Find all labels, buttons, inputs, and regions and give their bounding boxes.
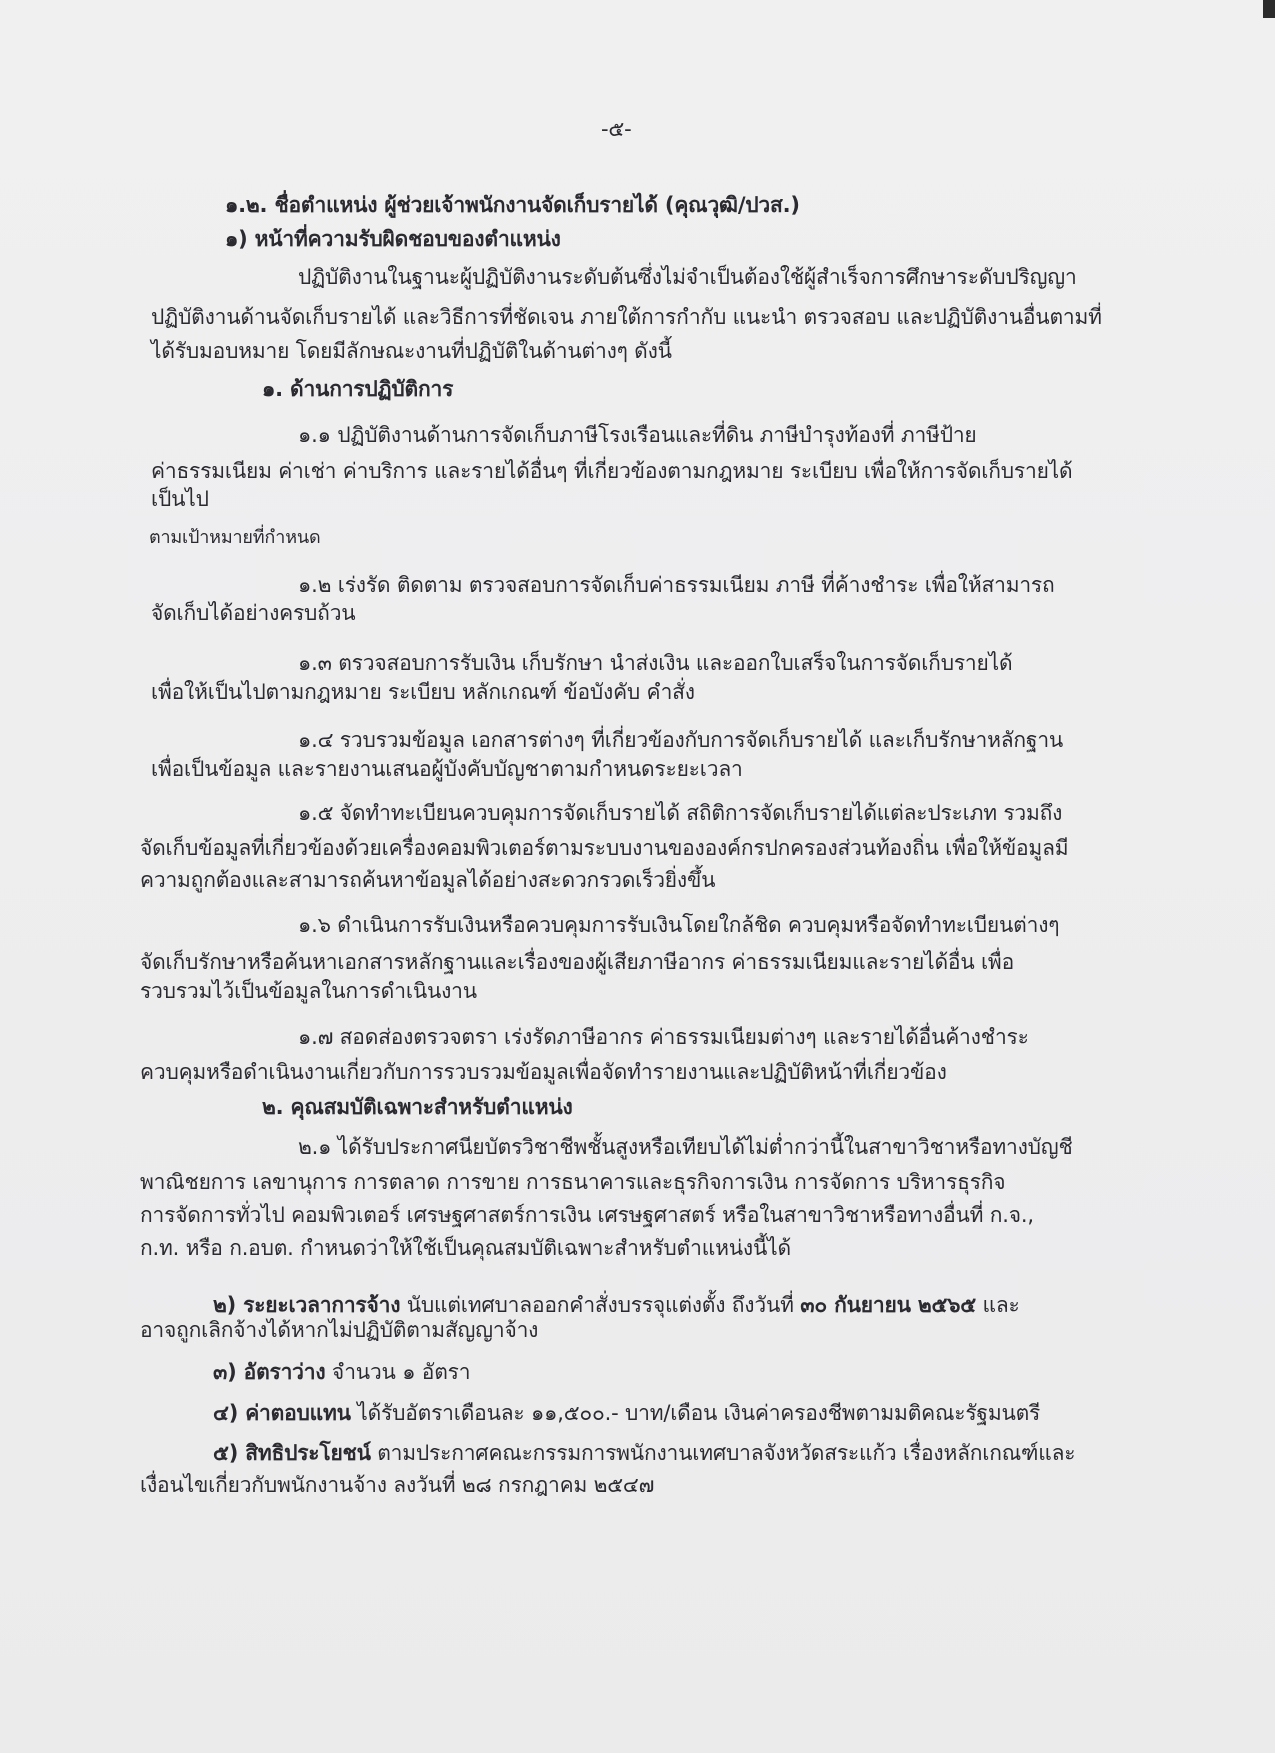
benefits-label: ๕) สิทธิประโยชน์	[213, 1441, 371, 1465]
item-2-1-line-1: ๒.๑ ได้รับประกาศนียบัตรวิชาชีพชั้นสูงหรือเทียบได้ไม่ต่ำกว่านี้ในสาขาวิชาหรือทางบัญชี	[298, 1135, 1073, 1159]
item-1-1-line-3: เป็นไป	[151, 487, 209, 511]
employment-term-line-2: อาจถูกเลิกจ้างได้หากไม่ปฏิบัติตามสัญญาจ้าง	[140, 1318, 539, 1342]
item-1-2-line-2: จัดเก็บได้อย่างครบถ้วน	[151, 601, 356, 625]
item-1-2-line-1: ๑.๒ เร่งรัด ติดตาม ตรวจสอบการจัดเก็บค่าธรรมเนียม ภาษี ที่ค้างชำระ เพื่อให้สามารถ	[298, 573, 1055, 597]
item-1-4-line-1: ๑.๔ รวบรวมข้อมูล เอกสารต่างๆ ที่เกี่ยวข้องกับการจัดเก็บรายได้ และเก็บรักษาหลักฐาน	[298, 728, 1064, 752]
item-1-7-line-2: ควบคุมหรือดำเนินงานเกี่ยวกับการรวบรวมข้อมูลเพื่อจัดทำรายงานและปฏิบัติหน้าที่เกี่ยวข้อง	[140, 1060, 947, 1084]
item-1-1-line-1: ๑.๑ ปฏิบัติงานด้านการจัดเก็บภาษีโรงเรือนและที่ดิน ภาษีบำรุงท้องที่ ภาษีป้าย	[298, 423, 977, 447]
compensation-text: ได้รับอัตราเดือนละ ๑๑,๕๐๐.- บาท/เดือน เงินค่าครองชีพตามมติคณะรัฐมนตรี	[350, 1401, 1041, 1425]
item-1-3-line-1: ๑.๓ ตรวจสอบการรับเงิน เก็บรักษา นำส่งเงิน และออกใบเสร็จในการจัดเก็บรายได้	[298, 651, 1013, 675]
page-number: -๕-	[601, 117, 632, 141]
item-1-5-line-3: ความถูกต้องและสามารถค้นหาข้อมูลได้อย่างสะดวกรวดเร็วยิ่งขึ้น	[140, 868, 716, 892]
item-1-1-line-2: ค่าธรรมเนียม ค่าเช่า ค่าบริการ และรายได้อื่นๆ ที่เกี่ยวข้องตามกฎหมาย ระเบียบ เพื่อให้การจัดเก็บรายได้	[151, 459, 1073, 483]
item-1-6-line-3: รวบรวมไว้เป็นข้อมูลในการดำเนินงาน	[140, 979, 477, 1003]
employment-term-label: ๒) ระยะเวลาการจ้าง	[213, 1293, 401, 1317]
employment-term-text: นับแต่เทศบาลออกคำสั่งบรรจุแต่งตั้ง ถึงวันที่	[400, 1293, 801, 1317]
item-2-1-line-3: การจัดการทั่วไป คอมพิวเตอร์ เศรษฐศาสตร์การเงิน เศรษฐศาสตร์ หรือในสาขาวิชาหรือทางอื่นที่ ก.จ.,	[140, 1203, 1034, 1227]
position-heading: ๑.๒. ชื่อตำแหน่ง ผู้ช่วยเจ้าพนักงานจัดเก็บรายได้ (คุณวุฒิ/ปวส.)	[225, 193, 800, 217]
section2-heading: ๒. คุณสมบัติเฉพาะสำหรับตำแหน่ง	[262, 1095, 573, 1119]
vacancy-label: ๓) อัตราว่าง	[213, 1360, 326, 1384]
item-2-1-line-2: พาณิชยการ เลขานุการ การตลาด การขาย การธนาคารและธุรกิจการเงิน การจัดการ บริหารธุรกิจ	[140, 1170, 1006, 1194]
item-1-6-line-2: จัดเก็บรักษาหรือค้นหาเอกสารหลักฐานและเรื่องของผู้เสียภาษีอากร ค่าธรรมเนียมและรายได้อื่น เพื่อ	[140, 950, 1014, 974]
vacancy-text: จำนวน ๑ อัตรา	[325, 1360, 471, 1384]
benefits-text: ตามประกาศคณะกรรมการพนักงานเทศบาลจังหวัดสระแก้ว เรื่องหลักเกณฑ์และ	[370, 1441, 1076, 1465]
intro-line-2: ปฏิบัติงานด้านจัดเก็บรายได้ และวิธีการที่ชัดเจน ภายใต้การกำกับ แนะนำ ตรวจสอบ และปฏิบัติงานอื่นตามที่	[151, 305, 1102, 329]
section1-heading: ๑. ด้านการปฏิบัติการ	[262, 377, 454, 401]
compensation-label: ๔) ค่าตอบแทน	[213, 1401, 351, 1425]
compensation-line	[213, 1398, 1040, 1428]
duties-heading: ๑) หน้าที่ความรับผิดชอบของตำแหน่ง	[225, 227, 561, 251]
vacancy-line	[213, 1357, 470, 1387]
employment-term-text-end: และ	[976, 1293, 1020, 1317]
item-1-3-line-2: เพื่อให้เป็นไปตามกฎหมาย ระเบียบ หลักเกณฑ์ ข้อบังคับ คำสั่ง	[151, 680, 695, 704]
item-2-1-line-4: ก.ท. หรือ ก.อบต. กำหนดว่าให้ใช้เป็นคุณสมบัติเฉพาะสำหรับตำแหน่งนี้ได้	[140, 1236, 791, 1260]
intro-line-3: ได้รับมอบหมาย โดยมีลักษณะงานที่ปฏิบัติในด้านต่างๆ ดังนี้	[151, 339, 672, 363]
item-1-4-line-2: เพื่อเป็นข้อมูล และรายงานเสนอผู้บังคับบัญชาตามกำหนดระยะเวลา	[151, 757, 743, 781]
item-1-5-line-2: จัดเก็บข้อมูลที่เกี่ยวข้องด้วยเครื่องคอมพิวเตอร์ตามระบบงานขององค์กรปกครองส่วนท้องถิ่น เพื่อให้ข้อมูลมี	[140, 836, 1069, 860]
employment-term-date: ๓๐ กันยายน ๒๕๖๕	[800, 1293, 977, 1317]
intro-line-1: ปฏิบัติงานในฐานะผู้ปฏิบัติงานระดับต้นซึ่งไม่จำเป็นต้องใช้ผู้สำเร็จการศึกษาระดับปริญญา	[298, 265, 1077, 289]
scan-edge-shadow	[1263, 0, 1275, 18]
item-1-5-line-1: ๑.๕ จัดทำทะเบียนควบคุมการจัดเก็บรายได้ สถิติการจัดเก็บรายได้แต่ละประเภท รวมถึง	[298, 801, 1063, 825]
item-1-6-line-1: ๑.๖ ดำเนินการรับเงินหรือควบคุมการรับเงินโดยใกล้ชิด ควบคุมหรือจัดทำทะเบียนต่างๆ	[298, 913, 1060, 937]
benefits-line-1	[213, 1438, 1075, 1468]
benefits-line-2: เงื่อนไขเกี่ยวกับพนักงานจ้าง ลงวันที่ ๒๘ กรกฎาคม ๒๕๔๗	[140, 1473, 655, 1497]
item-1-1-line-4: ตามเป้าหมายที่กำหนด	[149, 527, 321, 548]
item-1-7-line-1: ๑.๗ สอดส่องตรวจตรา เร่งรัดภาษีอากร ค่าธรรมเนียมต่างๆ และรายได้อื่นค้างชำระ	[298, 1025, 1029, 1049]
